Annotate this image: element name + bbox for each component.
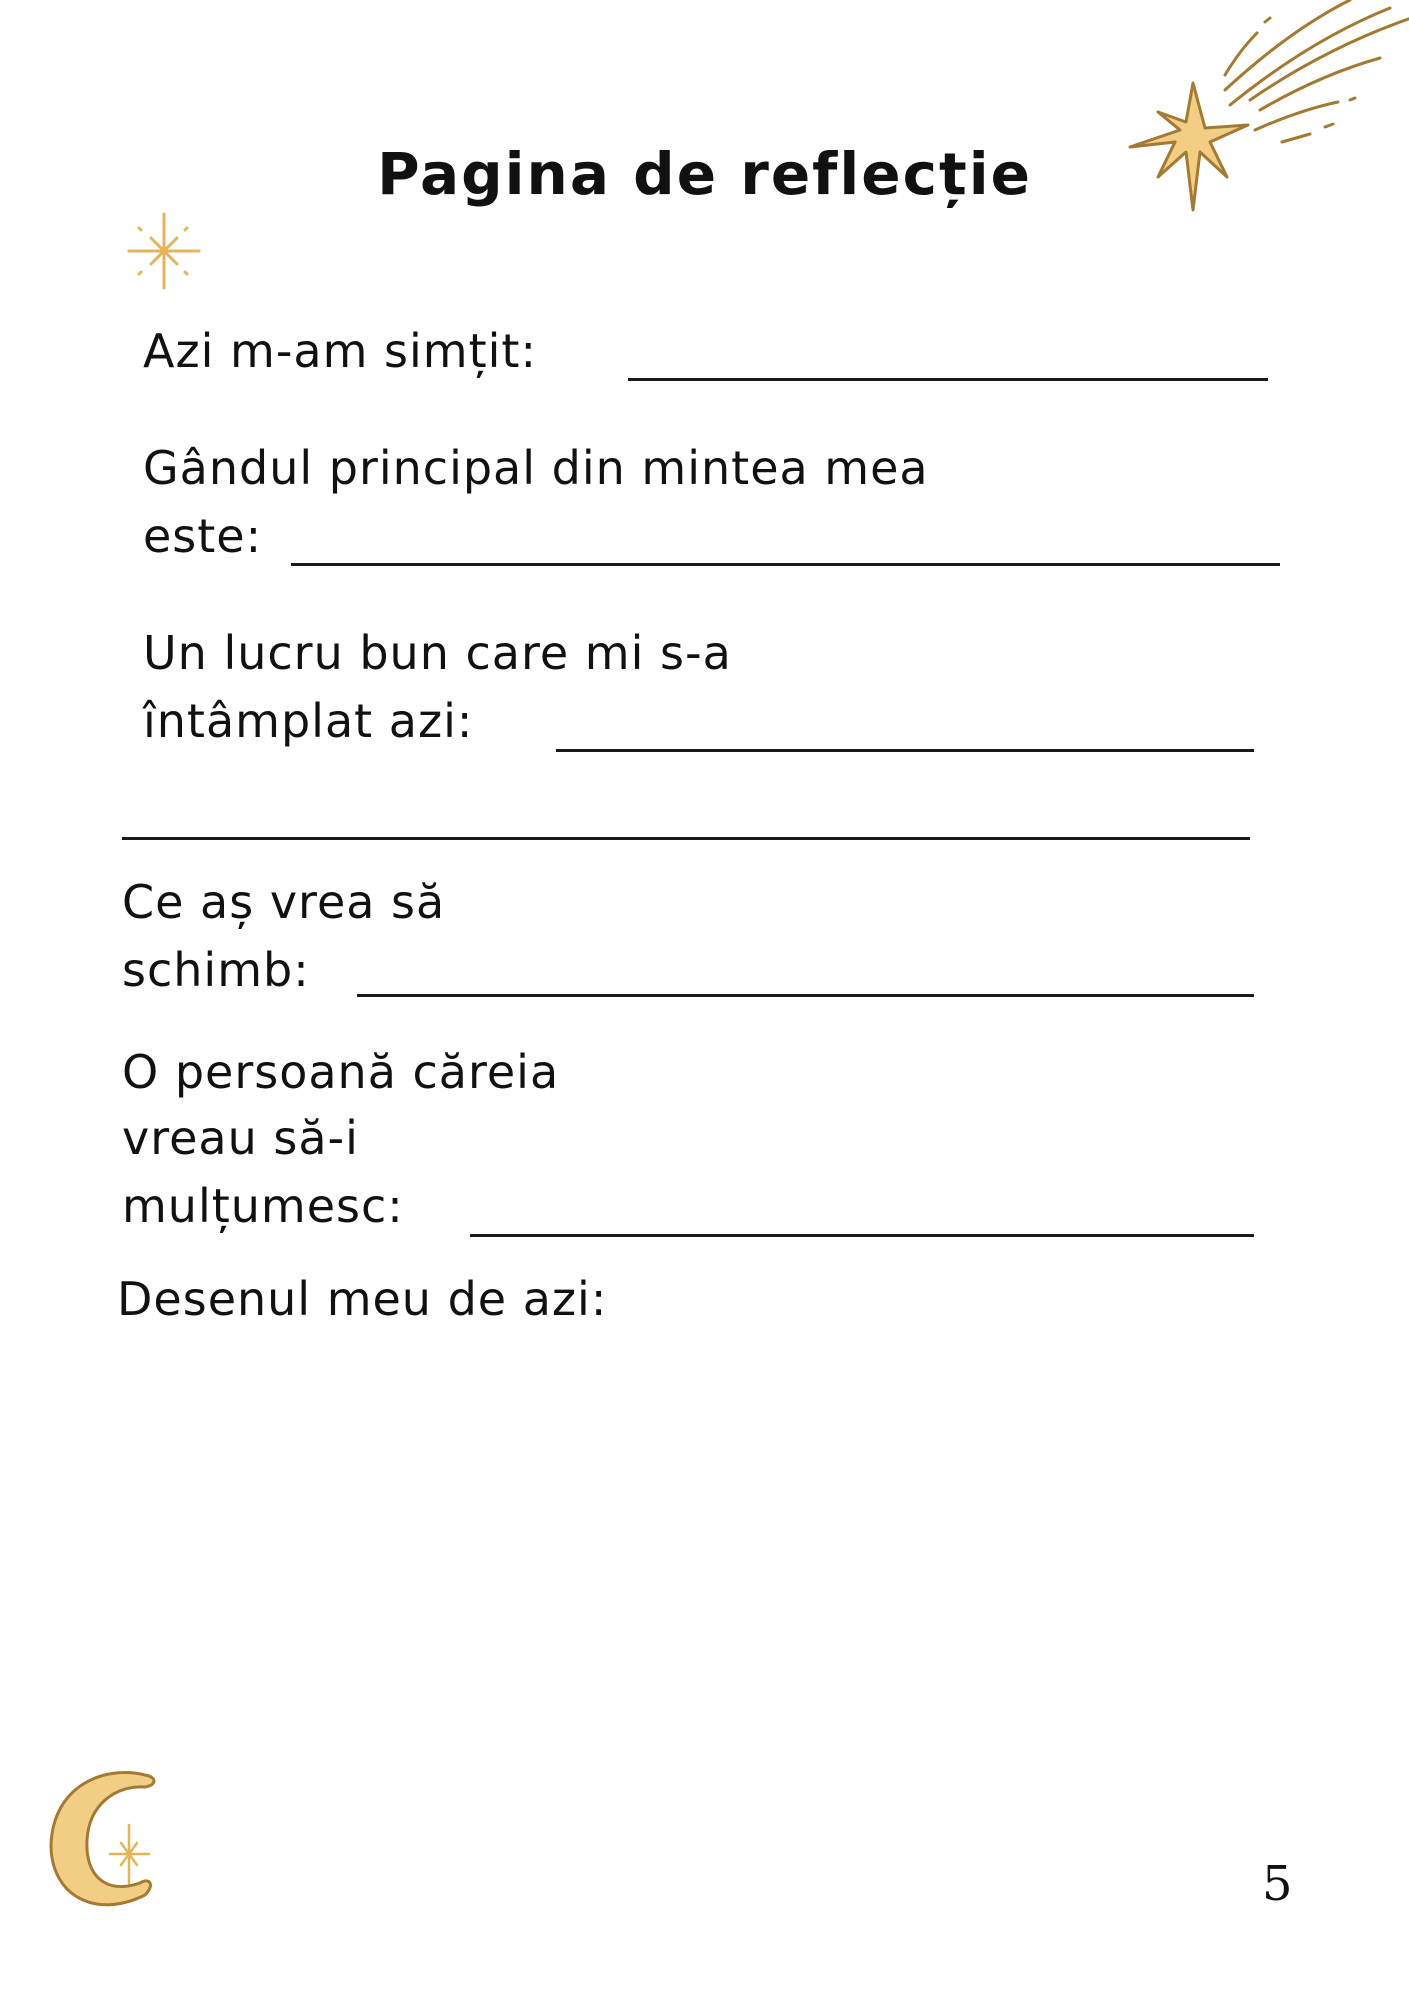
answer-line-thought[interactable] — [291, 563, 1280, 566]
prompt-thought-line2: este: — [143, 509, 263, 563]
prompt-thought-line1: Gândul principal din mintea mea — [143, 441, 929, 495]
page-number: 5 — [1262, 1856, 1293, 1912]
answer-line-good-extra[interactable] — [122, 837, 1250, 840]
page-title: Pagina de reflecție — [377, 140, 1032, 208]
prompt-thanks-line2: vreau să-i — [122, 1111, 359, 1165]
drawing-area[interactable] — [117, 1340, 1277, 1740]
prompt-drawing: Desenul meu de azi: — [117, 1272, 608, 1326]
prompt-thanks-line1: O persoană căreia — [122, 1045, 560, 1099]
answer-line-thanks[interactable] — [470, 1234, 1254, 1237]
prompt-change-line2: schimb: — [122, 943, 310, 997]
crescent-moon-icon — [45, 1765, 165, 1915]
star-icon — [1130, 83, 1248, 210]
sparkle-icon — [125, 212, 203, 290]
prompt-good-line2: întâmplat azi: — [143, 694, 474, 748]
prompt-thanks-line3: mulțumesc: — [122, 1179, 404, 1233]
answer-line-felt[interactable] — [628, 378, 1268, 381]
shooting-star-icon — [1120, 0, 1409, 220]
answer-line-change[interactable] — [357, 994, 1254, 997]
prompt-good-line1: Un lucru bun care mi s-a — [143, 626, 732, 680]
sparkle-icon — [110, 1825, 149, 1883]
prompt-felt: Azi m-am simțit: — [143, 324, 537, 378]
prompt-change-line1: Ce aș vrea să — [122, 875, 446, 929]
answer-line-good[interactable] — [556, 749, 1254, 752]
